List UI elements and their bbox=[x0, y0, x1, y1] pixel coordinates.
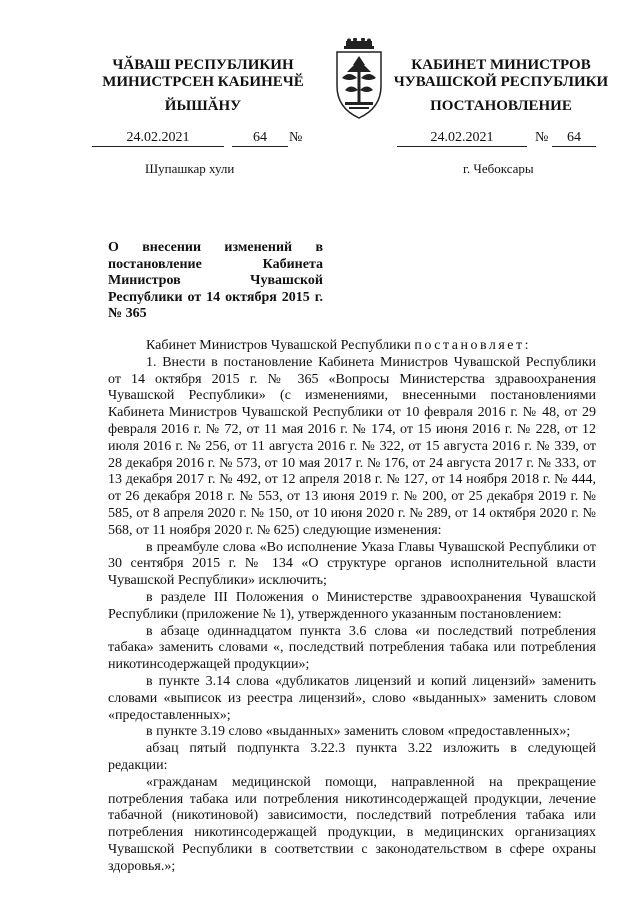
city-right: г. Чебоксары bbox=[463, 161, 534, 176]
header-left-authority bbox=[94, 57, 312, 91]
intro-paragraph bbox=[108, 338, 596, 355]
body-paragraph: «гражданам медицинской помощи, направленной на прекращение потребления табака или потребления никотинсодержащей продукции, лечение табачной (никотиновой) зависимости, последствий потребления табака или потребления никотинсодержащей продукции, в медицинских организациях Чувашской Республики в соответствии с законодательством в сфере охраны здоровья.»; bbox=[108, 774, 596, 874]
header-left-line1: ЧӐВАШ РЕСПУБЛИКИН bbox=[112, 57, 294, 73]
left-number-sign: № bbox=[289, 130, 303, 145]
coat-of-arms-icon bbox=[329, 38, 389, 124]
document-subject: О внесении изменений в постановление Кабинета Министров Чувашской Республики от 14 октября 2015 г. № 365 bbox=[108, 240, 323, 321]
body-paragraph: в пункте 3.14 слова «дубликатов лицензий и копий лицензий» заменить словами «выписок из реестра лицензий», слово «выданных» заменить словом «предоставленных»; bbox=[108, 673, 596, 723]
right-date: 24.02.2021 bbox=[397, 130, 527, 147]
header-left-line2: МИНИСТРСЕН КАБИНЕЧӖ bbox=[102, 74, 304, 90]
left-number: 64 bbox=[232, 130, 288, 147]
body-paragraph: абзац пятый подпункта 3.22.3 пункта 3.22 изложить в следующей редакции: bbox=[108, 741, 596, 773]
intro-prefix: Кабинет Министров Чувашской Республики bbox=[146, 338, 415, 353]
body-paragraph: в пункте 3.19 слово «выданных» заменить словом «предоставленных»; bbox=[146, 724, 571, 740]
header-right-authority bbox=[386, 57, 616, 91]
body-paragraph: 1. Внести в постановление Кабинета Министров Чувашской Республики от 14 октября 2015 г. № 365 «Вопросы Министерства здравоохранения Чувашской Республики» (с изменениями, внесенными постановлениями Кабинета Министров Чувашской Республики от 10 февраля 2016 г. № 48, от 29 февраля 2016 г. № 72, от 11 мая 2016 г. № 174, от 15 июня 2016 г. № 228, от 12 июля 2016 г. № 256, от 11 августа 2016 г. № 322, от 15 августа 2016 г. № 339, от 28 декабря 2016 г. № 573, от 10 мая 2017 г. № 176, от 24 августа 2017 г. № 333, от 13 декабря 2017 г. № 492, от 12 апреля 2018 г. № 127, от 14 ноября 2018 г. № 444, от 26 декабря 2018 г. № 553, от 13 июня 2019 г. № 200, от 25 декабря 2019 г. № 585, от 8 апреля 2020 г. № 150, от 10 июня 2020 г. № 289, от 14 октября 2020 г. № 568, от 11 ноября 2020 г. № 625) следующие изменения: bbox=[108, 354, 596, 538]
right-number-sign: № bbox=[535, 130, 549, 145]
header-left-doc-type: ЙЫШӐНУ bbox=[164, 98, 242, 114]
left-date: 24.02.2021 bbox=[92, 130, 224, 147]
header-right-line1: КАБИНЕТ МИНИСТРОВ bbox=[411, 57, 591, 73]
header-right-line2: ЧУВАШСКОЙ РЕСПУБЛИКИ bbox=[393, 74, 609, 90]
intro-resolves: постановляет: bbox=[414, 338, 532, 353]
city-left: Шупашкар хули bbox=[145, 161, 235, 176]
right-number: 64 bbox=[552, 130, 596, 147]
header-right-doc-type: ПОСТАНОВЛЕНИЕ bbox=[430, 98, 572, 114]
body-paragraph: в разделе III Положения о Министерстве здравоохранения Чувашской Республики (приложение № 1), утвержденного указанным постановлением: bbox=[108, 589, 596, 622]
body-paragraph: в абзаце одиннадцатом пункта 3.6 слова «и последствий потребления табака» заменить словами «, последствий потребления табака или потребления никотинсодержащей продукции»; bbox=[108, 623, 596, 673]
body-paragraph: в преамбуле слова «Во исполнение Указа Главы Чувашской Республики от 30 сентября 2015 г. № 134 «О структуре органов исполнительной власти Чувашской Республики» исключить; bbox=[108, 539, 596, 589]
document-body bbox=[108, 338, 596, 876]
